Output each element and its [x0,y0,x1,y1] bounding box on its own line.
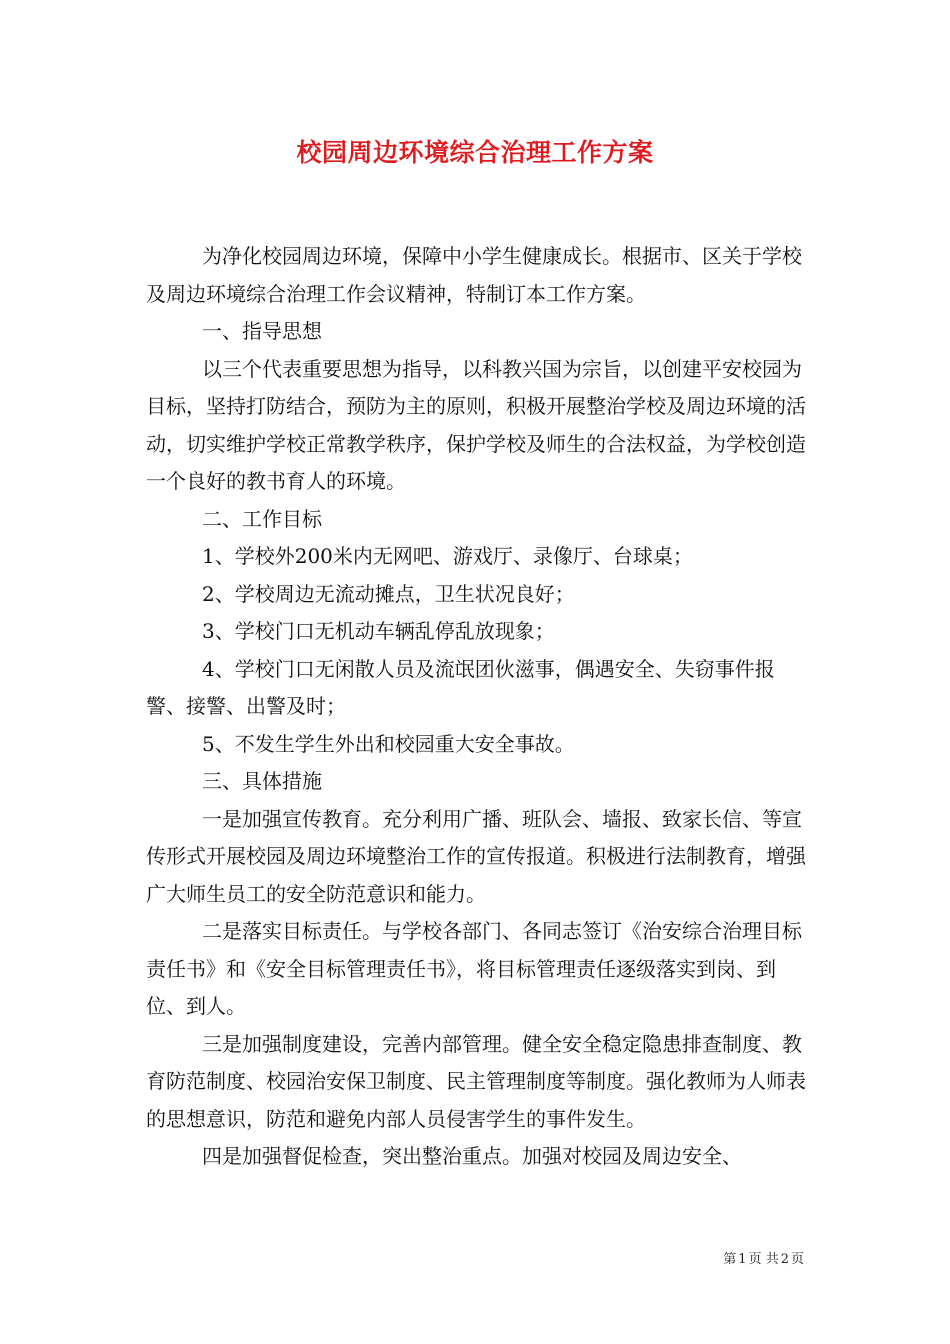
measure-paragraph-2: 二是落实目标责任。与学校各部门、各同志签订《治安综合治理目标责任书》和《安全目标管理责任书》，将目标管理责任逐级落实到岗、到位、到人。 [146,919,802,1018]
paragraph-intro: 为净化校园周边环境，保障中小学生健康成长。根据市、区关于学校及周边环境综合治理工作会议精神，特制订本工作方案。 [146,244,802,306]
measure-paragraph-1: 一是加强宣传教育。充分利用广播、班队会、墙报、致家长信、等宣传形式开展校园及周边环境整治工作的宣传报道。积极进行法制教育，增强广大师生员工的安全防范意识和能力。 [146,806,806,906]
footer-suffix: 页 [790,1252,804,1267]
footer-middle: 页 共 [748,1252,779,1267]
section-heading-guiding-thought: 一、指导思想 [202,319,322,343]
section-heading-measures: 三、具体措施 [202,769,322,793]
goal-item-2: 2、学校周边无流动摊点，卫生状况良好； [202,581,575,606]
goal-item-1: 1、学校外200米内无网吧、游戏厅、录像厅、台球桌； [202,544,693,568]
goal-item-5: 5、不发生学生外出和校园重大安全事故。 [202,731,575,756]
document-title: 校园周边环境综合治理工作方案 [296,138,654,167]
footer-prefix: 第 [723,1252,737,1267]
goal-item-3: 3、学校门口无机动车辆乱停乱放现象； [202,619,555,643]
paragraph-guiding-thought: 以三个代表重要思想为指导，以科教兴国为宗旨，以创建平安校园为目标，坚持打防结合，预防为主的原则，积极开展整治学校及周边环境的活动，切实维护学校正常教学秩序，保护学校及师生的合法权益，为学校创造一个良好的教书育人的环境。 [146,356,806,493]
page-number-footer [722,1248,805,1267]
measure-paragraph-4: 四是加强督促检查，突出整治重点。加强对校园及周边安全、 [202,1144,742,1168]
goal-item-4: 4、学校门口无闲散人员及流氓团伙滋事，偶遇安全、失窃事件报警、接警、出警及时； [146,656,775,718]
footer-total-pages: 2 [780,1252,789,1267]
section-heading-work-goals: 二、工作目标 [202,506,322,531]
measure-paragraph-3: 三是加强制度建设，完善内部管理。健全安全稳定隐患排查制度、教育防范制度、校园治安保卫制度、民主管理制度等制度。强化教师为人师表的思想意识，防范和避免内部人员侵害学生的事件发生。 [146,1031,806,1131]
footer-current-page: 1 [738,1252,747,1267]
document-body [146,238,811,1176]
